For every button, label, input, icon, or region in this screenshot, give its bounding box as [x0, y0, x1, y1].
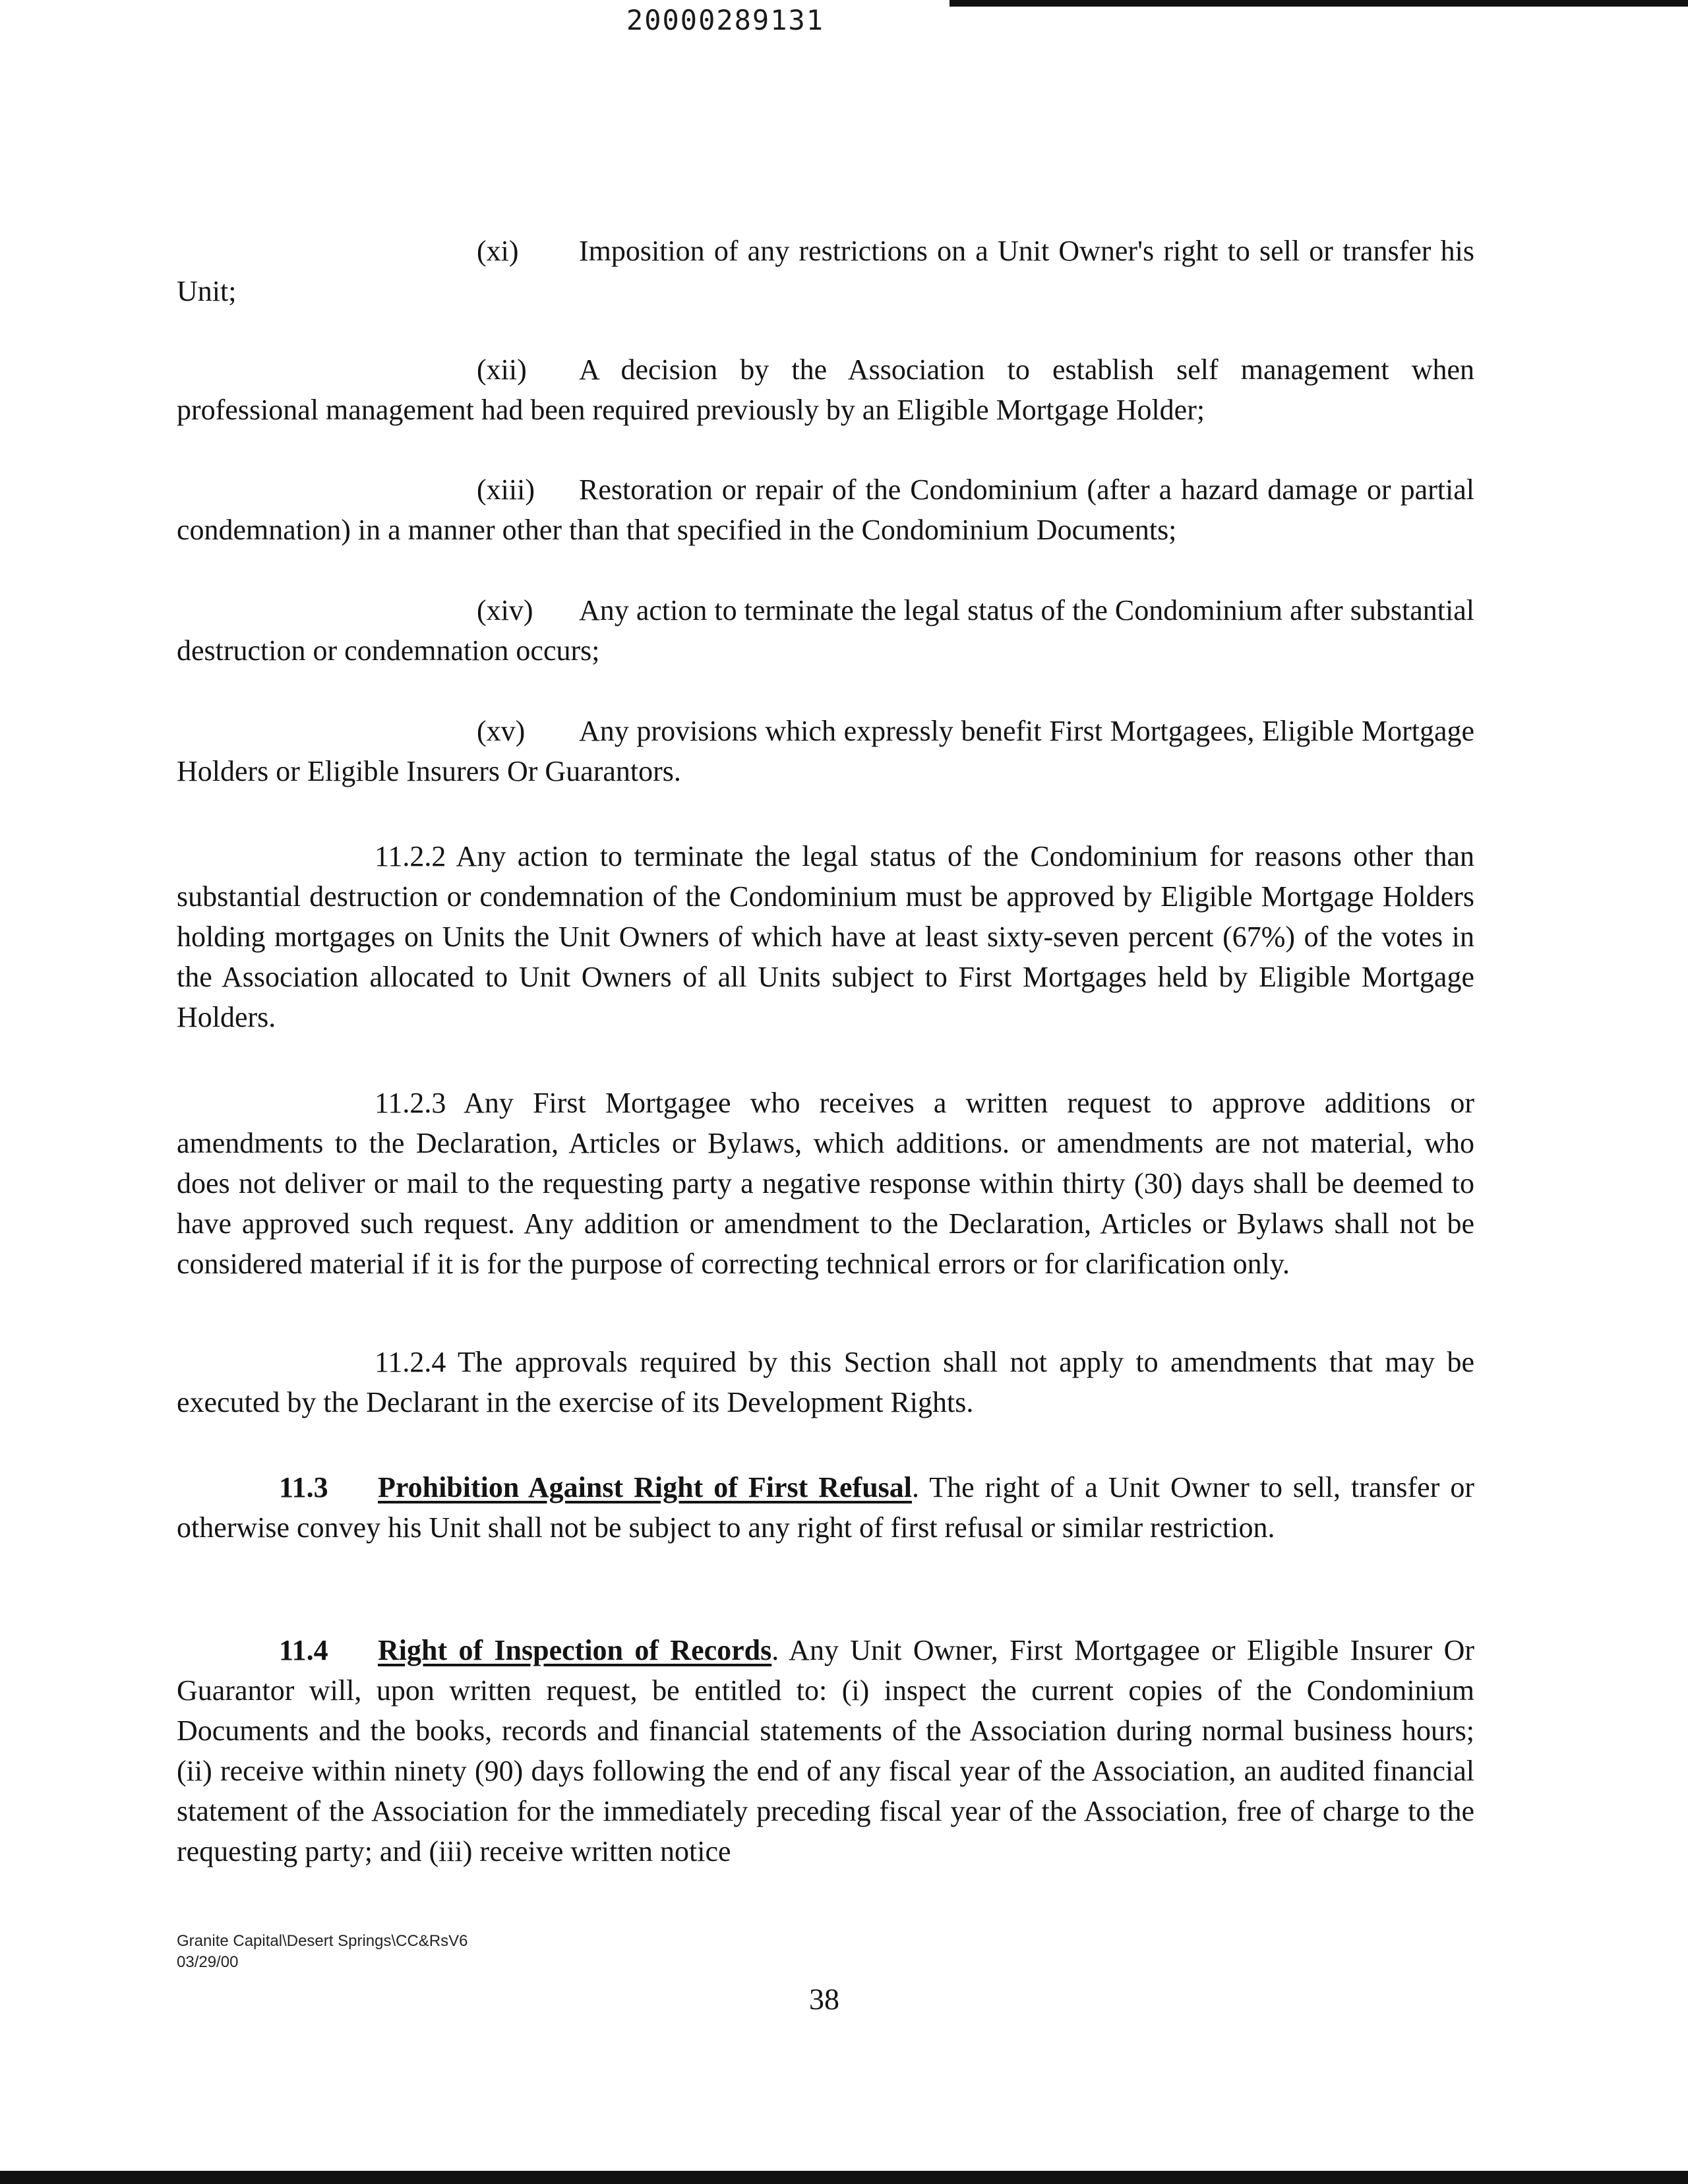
subsection-11-2-2-text: Any action to terminate the legal status of the Condominium for reasons other than substantial destruction or condemnation of the Condominium must be approved by Eligible Mortgage Holders holding mortgages on Units the Unit Owners of which have at least sixty-seven percent (67%) of the votes in the Association allocated to Unit Owners of all Units subject to First Mortgages held by Eligible Mortgage Holders.: [177, 840, 1474, 1033]
footer-file-path: Granite Capital\Desert Springs\CC&RsV6: [177, 1932, 468, 1950]
section-11-3-number: 11.3: [279, 1471, 328, 1503]
subsection-11-2-4-number: 11.2.4: [375, 1346, 446, 1378]
section-11-4: [177, 1630, 1474, 1871]
footer-date: 03/29/00: [177, 1953, 239, 1971]
subsection-11-2-2: [177, 836, 1474, 1037]
item-xiv-text: Any action to terminate the legal status of the Condominium after substantial destruction or condemnation occurs;: [177, 594, 1474, 667]
page-number: 38: [809, 1982, 839, 2016]
section-11-3-text: . The right of a Unit Owner to sell, transfer or otherwise convey his Unit shall not be subject to any right of first refusal or similar restriction.: [177, 1471, 1474, 1544]
top-scan-edge: [950, 0, 1688, 7]
document-number: 20000289131: [626, 4, 825, 36]
item-xiii-text: Restoration or repair of the Condominium (after a hazard damage or partial condemnation) in a manner other than that specified in the Condominium Documents;: [177, 473, 1474, 546]
item-xv: [177, 711, 1474, 791]
item-xv-text: Any provisions which expressly benefit First Mortgagees, Eligible Mortgage Holders or Eligible Insurers Or Guarantors.: [177, 715, 1474, 787]
item-xi: [177, 231, 1474, 311]
bottom-scan-edge: [0, 2171, 1688, 2184]
footer-file-reference: [177, 1931, 468, 1973]
subsection-11-2-4-text: The approvals required by this Section shall not apply to amendments that may be executed by the Declarant in the exercise of its Development Rights.: [177, 1346, 1474, 1418]
section-11-4-text: . Any Unit Owner, First Mortgagee or Eligible Insurer Or Guarantor will, upon written request, be entitled to: (i) inspect the current copies of the Condominium Documents and the books, records and financial statements of the Association during normal business hours; (ii) receive within ninety (90) days following the end of any fiscal year of the Association, an audited financial statement of the Association for the immediately preceding fiscal year of the Association, free of charge to the requesting party; and (iii) receive written notice: [177, 1634, 1475, 1867]
item-xii-text: A decision by the Association to establish self management when professional management had been required previously by an Eligible Mortgage Holder;: [177, 353, 1474, 426]
subsection-11-2-4: [177, 1342, 1474, 1422]
subsection-11-2-3-number: 11.2.3: [375, 1087, 446, 1119]
section-11-3-heading: Prohibition Against Right of First Refusal: [378, 1471, 913, 1503]
document-body: [177, 231, 1474, 1893]
subsection-11-2-3: [177, 1083, 1474, 1284]
item-xi-label: (xi): [477, 235, 519, 267]
item-xi-text: Imposition of any restrictions on a Unit Owner's right to sell or transfer his Unit;: [177, 235, 1474, 307]
subsection-11-2-2-number: 11.2.2: [375, 840, 446, 872]
section-11-4-heading: Right of Inspection of Records: [378, 1634, 772, 1666]
item-xii: [177, 349, 1474, 430]
section-11-3: [177, 1467, 1474, 1548]
item-xiv: [177, 590, 1474, 671]
item-xiii-label: (xiii): [477, 473, 535, 506]
section-11-4-number: 11.4: [279, 1634, 328, 1666]
subsection-11-2-3-text: Any First Mortgagee who receives a written request to approve additions or amendments to the Declaration, Articles or Bylaws, which additions. or amendments are not material, who does not deliver or mail to the requesting party a negative response within thirty (30) days shall be deemed to have approved such request. Any addition or amendment to the Declaration, Articles or Bylaws shall not be considered material if it is for the purpose of correcting technical errors or for clarification only.: [177, 1087, 1474, 1280]
item-xiv-label: (xiv): [477, 594, 533, 626]
item-xii-label: (xii): [477, 353, 527, 386]
item-xiii: [177, 470, 1474, 550]
item-xv-label: (xv): [477, 715, 526, 747]
